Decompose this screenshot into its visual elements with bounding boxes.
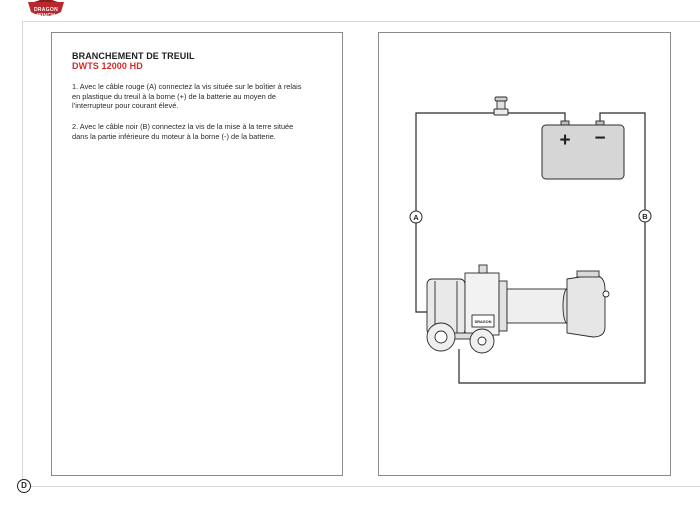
- instructions-panel: [51, 32, 343, 476]
- instruction-step-1: 1. Avec le câble rouge (A) connectez la vis située sur le boîtier à relais en plastique du treuil à la borne (+) de la batterie au moyen de l’interrupteur pour courant élevé.: [72, 82, 302, 111]
- model-subtitle: DWTS 12000 HD: [72, 61, 143, 71]
- relay-box-label: DRAGON: [474, 320, 492, 324]
- cable-a-label: A: [413, 213, 419, 222]
- cable-a-marker: [410, 211, 422, 223]
- battery-plus-terminal: +: [559, 130, 571, 151]
- cable-a-to-battery: [504, 113, 565, 124]
- winch-illustration: [427, 265, 609, 353]
- cable-b-marker: [639, 210, 651, 222]
- battery-minus-terminal: −: [594, 128, 606, 149]
- page-frame-left: [22, 21, 23, 487]
- page-title: BRANCHEMENT DE TREUIL: [72, 51, 195, 61]
- page-frame-bottom: [22, 486, 700, 487]
- high-current-switch-icon: [494, 97, 508, 115]
- cable-b-label: B: [642, 212, 648, 221]
- wiring-diagram: [379, 33, 670, 475]
- instruction-step-2: 2. Avec le câble noir (B) connectez la vis de la mise à la terre située dans la partie inférieure du moteur à la borne (-) de la batterie.: [72, 122, 294, 141]
- brand-logo-text: DRAGON WINCH: [33, 7, 59, 19]
- wiring-diagram-panel: [378, 32, 671, 476]
- page-frame-top: [22, 21, 700, 22]
- page-marker: D: [17, 479, 31, 493]
- brand-logo: [26, 0, 66, 18]
- battery-icon: [542, 121, 624, 179]
